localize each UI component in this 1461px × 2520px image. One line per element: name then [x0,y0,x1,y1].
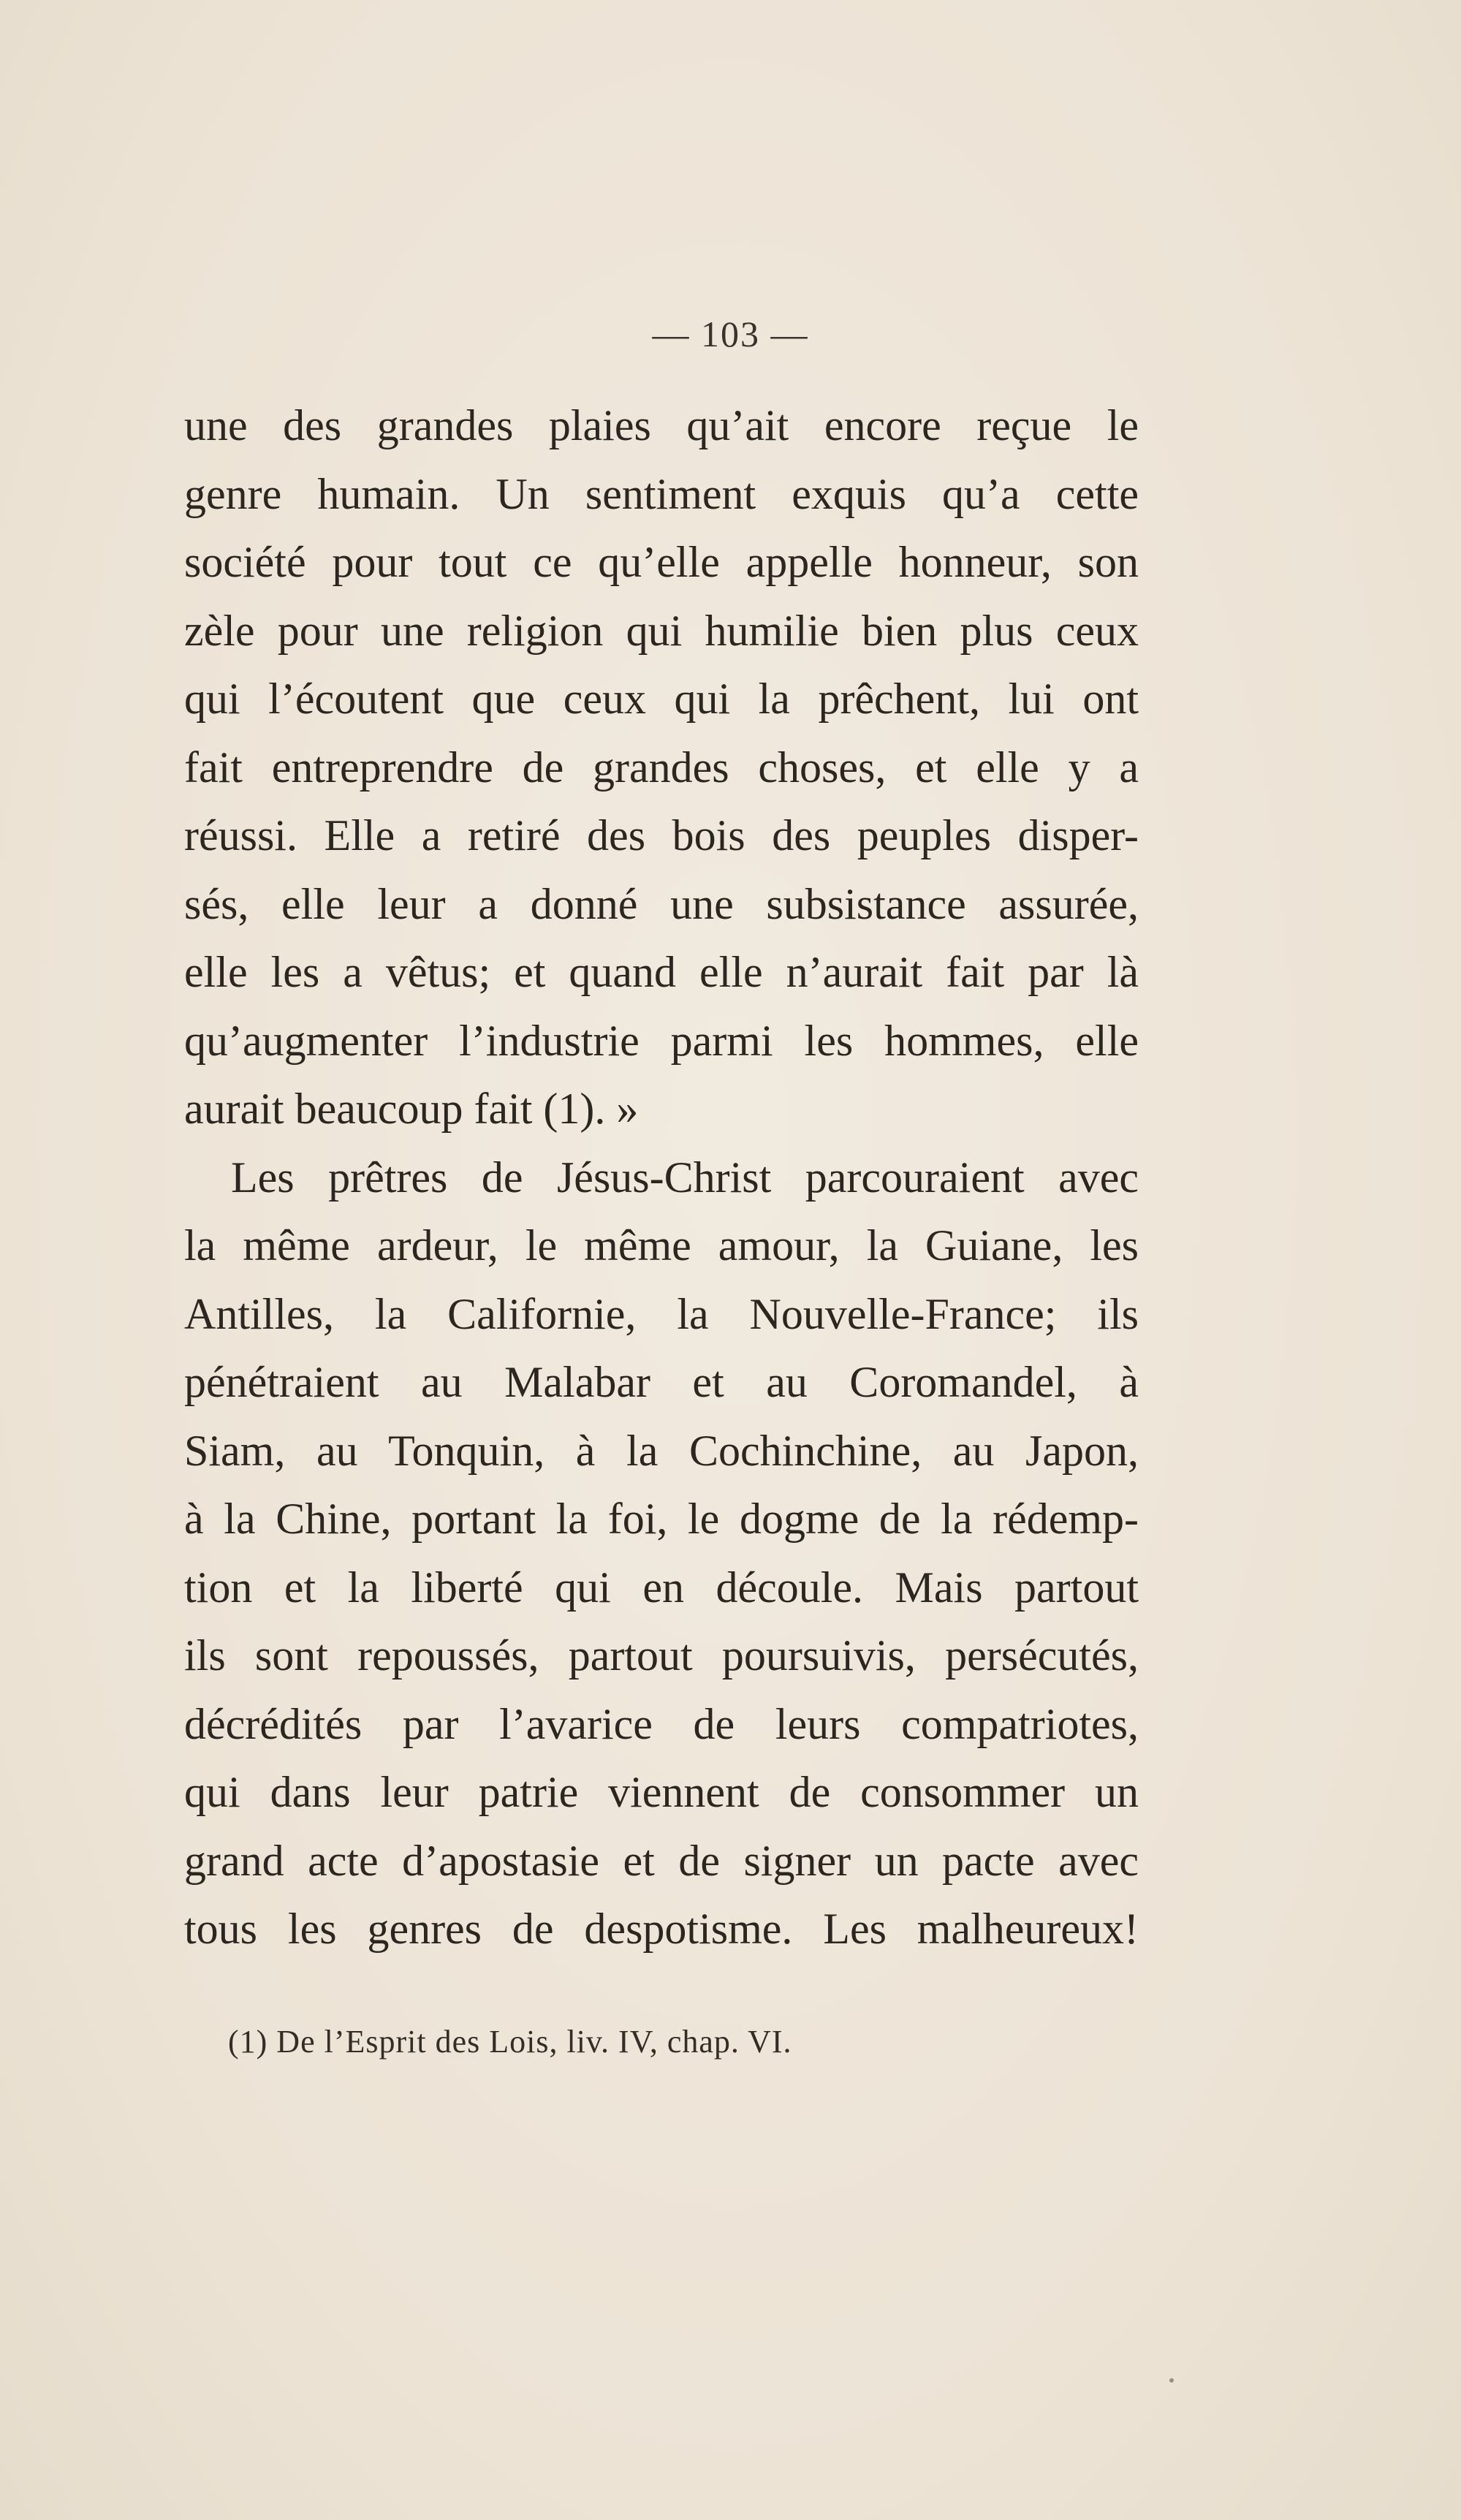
text-line: sés, elle leur a donné une subsistance assurée, [184,879,1139,928]
page-number: — 103 — [652,314,809,354]
text-line: Antilles, la Californie, la Nouvelle-France; ils [184,1289,1139,1338]
paragraph-start-line: Les prêtres de Jésus-Christ parcouraient avec [231,1153,1139,1202]
text-line: qui l’écoutent que ceux qui la prêchent, lui ont [184,675,1139,723]
text-line: aurait beaucoup fait (1). » [184,1085,639,1133]
text-line: la même ardeur, le même amour, la Guiane, les [184,1221,1139,1270]
body-text [184,392,1139,1964]
paper-speck [1169,2378,1174,2383]
text-line: réussi. Elle a retiré des bois des peuples disper- [184,811,1139,859]
text-line: tion et la liberté qui en découle. Mais partout [184,1563,1139,1612]
text-line: tous les genres de despotisme. Les malheureux! [184,1905,1139,1953]
text-line: qu’augmenter l’industrie parmi les hommes, elle [184,1016,1139,1065]
text-line: qui dans leur patrie viennent de consommer un [184,1768,1139,1816]
text-line: Siam, au Tonquin, à la Cochinchine, au Japon, [184,1426,1139,1475]
text-line: zèle pour une religion qui humilie bien plus ceux [184,606,1139,655]
text-line: décrédités par l’avarice de leurs compatriotes, [184,1699,1139,1748]
text-line: elle les a vêtus; et quand elle n’aurait fait par là [184,948,1139,996]
text-line: genre humain. Un sentiment exquis qu’a cette [184,469,1139,518]
text-line: pénétraient au Malabar et au Coromandel, à [184,1358,1139,1406]
text-line: ils sont repoussés, partout poursuivis, persécutés, [184,1631,1139,1680]
text-line: à la Chine, portant la foi, le dogme de la rédemp- [184,1495,1139,1543]
text-line: grand acte d’apostasie et de signer un pacte avec [184,1836,1139,1885]
text-line: société pour tout ce qu’elle appelle honneur, son [184,538,1139,586]
text-line: une des grandes plaies qu’ait encore reçue le [184,401,1139,449]
footnote: (1) De l’Esprit des Lois, liv. IV, chap. VI. [228,2024,792,2060]
text-line: fait entreprendre de grandes choses, et elle y a [184,743,1139,792]
